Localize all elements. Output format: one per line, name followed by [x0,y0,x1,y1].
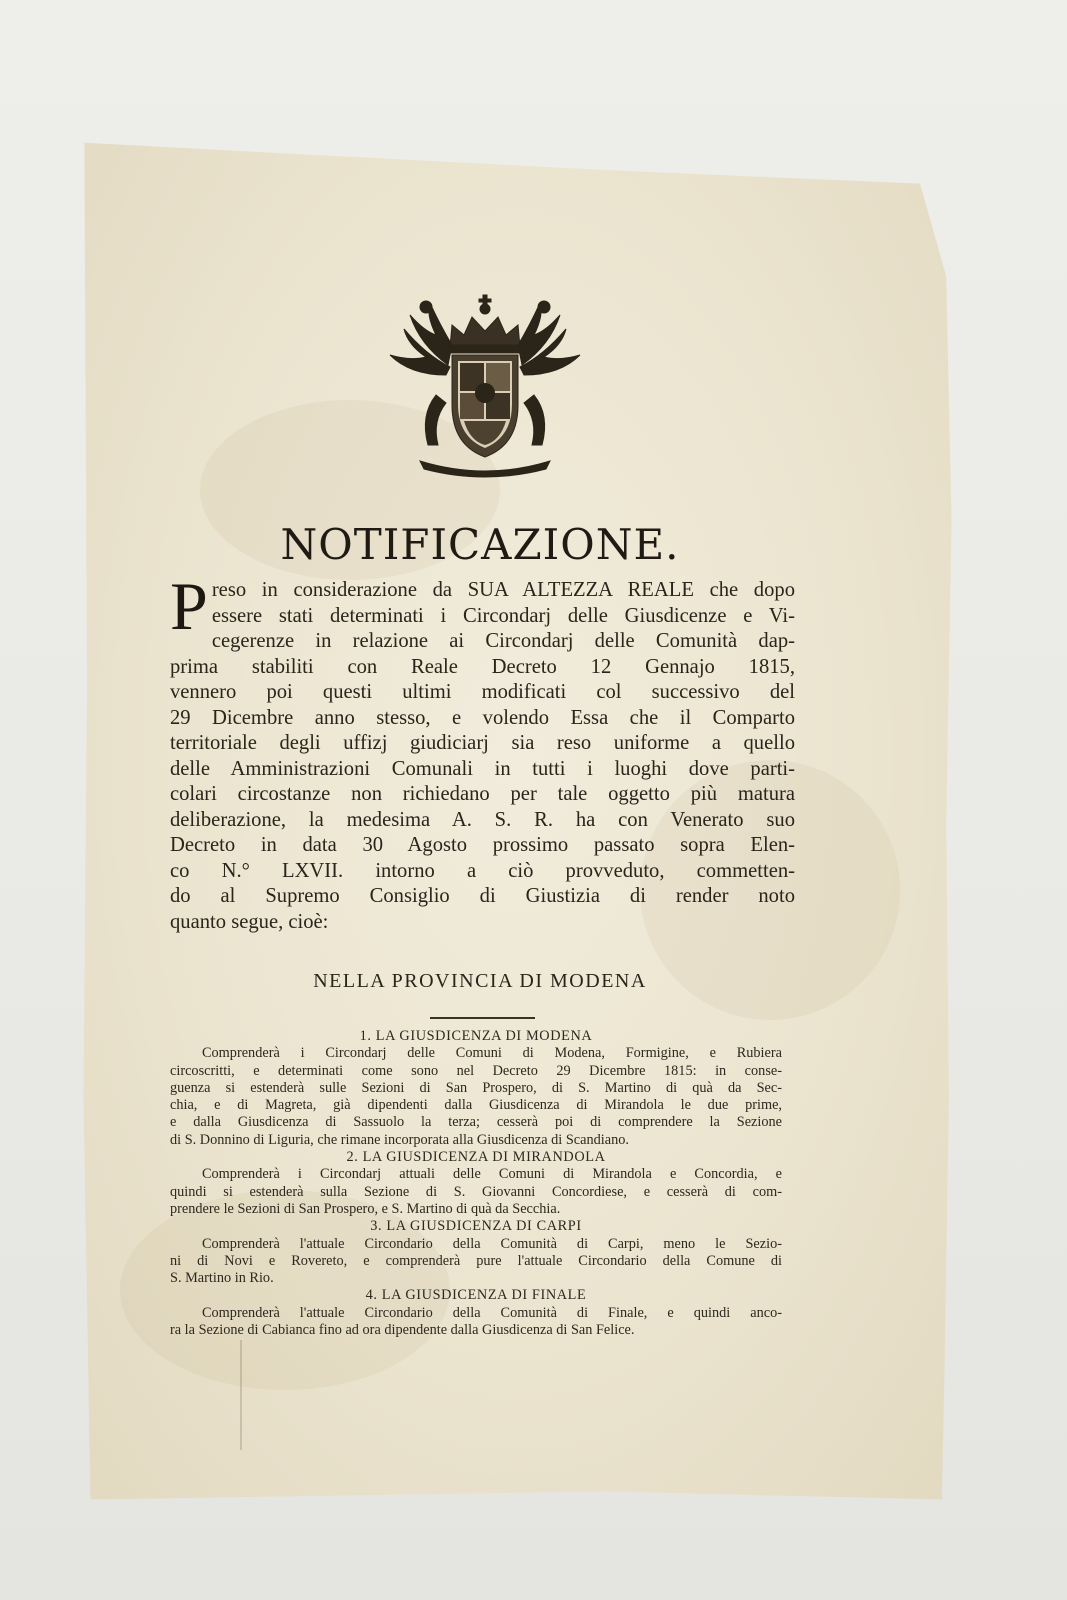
section-title: 4. LA GIUSDICENZA DI FINALE [365,1287,587,1304]
section-line: ra la Sezione di Cabianca fino ad ora dipendente dalla Giusdicenza di San Felice. [170,1322,635,1339]
intro-line: co N.° LXVII. intorno a ciò provveduto, commetten- [170,859,795,882]
section-line: e dalla Giusdicenza di Sassuolo la terza; cesserà poi di comprendere la Sezione [170,1114,782,1131]
section-line: Comprenderà l'attuale Circondario della Comunità di Finale, e quindi anco- [202,1304,782,1321]
paper-fold [240,1340,242,1450]
sections-list [170,1028,782,1339]
divider [430,1017,535,1019]
province-heading: NELLA PROVINCIA DI MODENA [313,970,647,992]
intro-paragraph [170,568,795,935]
intro-line: vennero poi questi ultimi modificati col successivo del [170,681,795,703]
coat-of-arms-icon [380,285,590,485]
section-line: ni di Novi e Rovereto, e comprenderà pure l'attuale Circondario della Comune di [170,1252,782,1269]
intro-line: 29 Dicembre anno stesso, e volendo Essa che il Comparto [170,706,795,729]
drop-cap: P [170,568,208,644]
intro-line: quanto segue, cioè: [170,910,329,933]
intro-line: Decreto in data 30 Agosto prossimo passato sopra Elen- [170,834,795,856]
section-modena [170,1028,782,1149]
section-title: 3. LA GIUSDICENZA DI CARPI [370,1218,582,1235]
intro-line: prima stabiliti con Reale Decreto 12 Gennajo 1815, [170,655,795,678]
intro-line: do al Supremo Consiglio di Giustizia di render noto [170,885,795,907]
section-title: 2. LA GIUSDICENZA DI MIRANDOLA [346,1149,606,1166]
section-line: guenza si estenderà sulle Sezioni di San Prospero, di S. Martino di quà da Sec- [170,1079,782,1096]
intro-line: colari circostanze non richiedano per tale oggetto più matura [170,783,795,805]
notice-title: NOTIFICAZIONE. [280,520,680,569]
section-line: chia, e di Magreta, già dipendenti dalla Giusdicenza di Mirandola le due prime, [170,1097,782,1114]
intro-line: territoriale degli uffizj giudiciarj sia reso uniforme a quello [170,732,795,754]
intro-line: delle Amministrazioni Comunali in tutti i luoghi dove parti- [170,757,795,780]
section-line: quindi si estenderà sulla Sezione di S. Giovanni Concordiese, e cesserà di com- [170,1183,782,1200]
section-mirandola [170,1149,782,1218]
section-line: di S. Donnino di Liguria, che rimane incorporata alla Giusdicenza di Scandiano. [170,1131,629,1148]
section-title: 1. LA GIUSDICENZA DI MODENA [359,1028,593,1044]
section-line: Comprenderà i Circondarj delle Comuni di Modena, Formigine, e Rubiera [202,1045,782,1062]
section-line: Comprenderà i Circondarj attuali delle Comuni di Mirandola e Concordia, e [202,1166,782,1183]
intro-line: essere stati determinati i Circondarj delle Giusdicenze e Vi- [211,604,795,627]
section-line: prendere le Sezioni di San Prospero, e S. Martino di quà da Secchia. [170,1200,561,1217]
section-line: circoscritti, e determinati come sono nel Decreto 29 Dicembre 1815: in conse- [170,1062,782,1079]
intro-line: cegerenze in relazione ai Circondarj delle Comunità dap- [211,630,795,652]
intro-line: deliberazione, la medesima A. S. R. ha con Venerato suo [170,808,795,831]
section-line: S. Martino in Rio. [170,1270,274,1287]
section-carpi [170,1218,782,1287]
intro-line: reso in considerazione da SUA ALTEZZA REALE che dopo [211,579,795,601]
section-finale [170,1287,782,1339]
section-line: Comprenderà l'attuale Circondario della Comunità di Carpi, meno le Sezio- [202,1235,782,1252]
